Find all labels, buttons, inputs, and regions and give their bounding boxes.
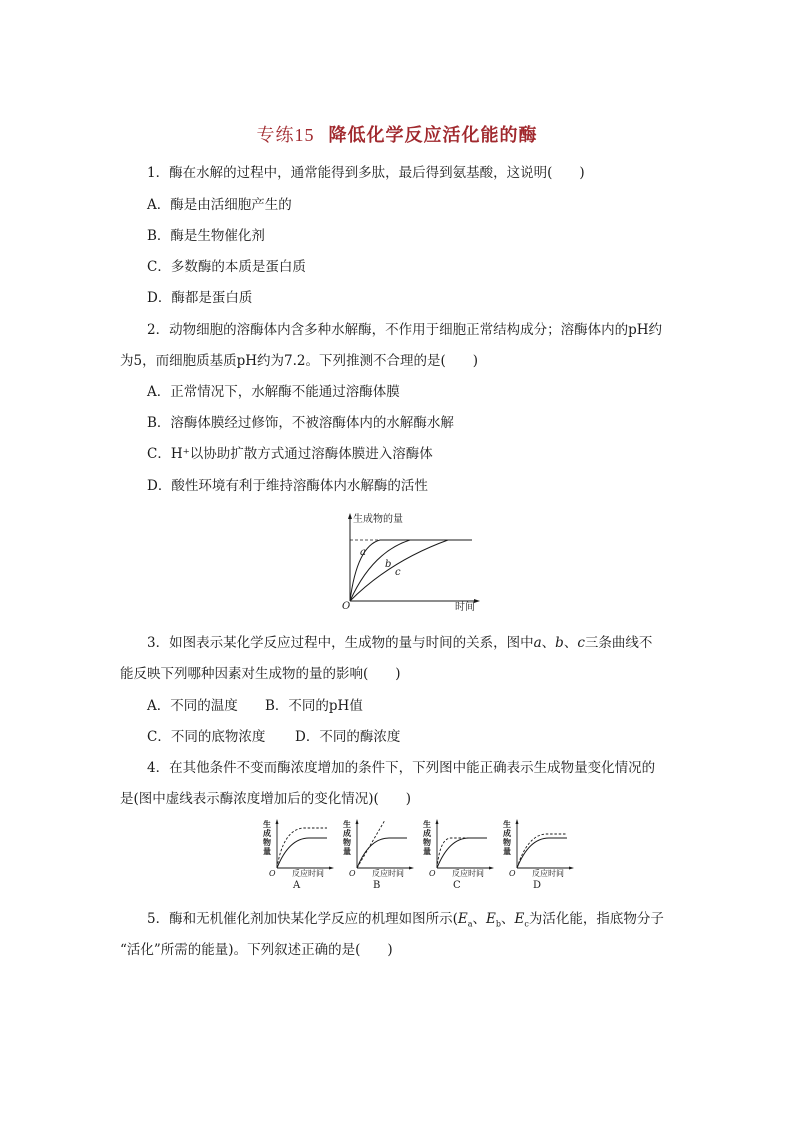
graph-d (503, 819, 574, 891)
graph-x-arrow (409, 867, 414, 870)
graph-origin-label: O (349, 869, 356, 878)
graph-a (263, 819, 334, 891)
graph-solid-curve (357, 838, 407, 868)
graph-y-label-char: 生 (503, 819, 511, 829)
graph-y-arrow (276, 819, 279, 824)
question-3-option-b: B．不同的pH值 (265, 698, 363, 714)
graph-y-arrow (516, 819, 519, 824)
question-2-stem-line-1: 2．动物细胞的溶酶体内含多种水解酶，不作用于细胞正常结构成分；溶酶体内的pH约 (147, 322, 663, 338)
curve-b-label: b (385, 559, 392, 570)
question-1-stem: 1．酶在水解的过程中，通常能得到多肽，最后得到氨基酸，这说明( ) (147, 165, 585, 181)
question-2-option-c: C．H⁺以协助扩散方式通过溶酶体膜进入溶酶体 (147, 446, 433, 462)
question-3-option-a: A．不同的温度 (147, 698, 238, 714)
question-2-option-b: B．溶酶体膜经过修饰，不被溶酶体内的水解酶水解 (147, 415, 454, 431)
graph-letter-label: D (533, 880, 542, 891)
product-time-graph (340, 512, 480, 614)
graph-y-label-char: 量 (503, 846, 511, 856)
graph-y-label-char: 成 (343, 828, 351, 838)
curve-a-label: a (360, 547, 366, 558)
x-axis-label: 时间 (455, 602, 475, 613)
question-1-option-c: C．多数酶的本质是蛋白质 (147, 259, 306, 275)
origin-label: O (342, 601, 351, 612)
graph-x-label: 反应时间 (532, 869, 564, 878)
curve-b (350, 540, 472, 601)
exercise-title: 降低化学反应活化能的酶 (328, 125, 538, 146)
question-2-option-d: D．酸性环境有利于维持溶酶体内水解酶的活性 (147, 478, 428, 494)
question-3-option-c: C．不同的底物浓度 (147, 729, 266, 745)
curve-c-label: c (395, 567, 401, 578)
graph-x-label: 反应时间 (372, 869, 404, 878)
graph-dashed-curve (277, 828, 327, 868)
question-3-stem-line-1: 3．如图表示某化学反应过程中，生成物的量与时间的关系，图中a、b、c三条曲线不 (147, 635, 653, 651)
y-axis-arrow (348, 513, 352, 519)
question-4-stem-line-1: 4．在其他条件不变而酶浓度增加的条件下，下列图中能正确表示生成物量变化情况的 (147, 760, 656, 776)
graph-y-label-char: 生 (263, 819, 271, 829)
question-3-stem-line-2: 能反映下列哪种因素对生成物的量的影响( ) (120, 666, 401, 682)
graph-solid-curve (437, 838, 487, 868)
graph-solid-curve (517, 838, 567, 868)
graph-y-arrow (356, 819, 359, 824)
graph-x-arrow (329, 867, 334, 870)
graph-dashed-curve (357, 820, 385, 868)
graph-x-arrow (569, 867, 574, 870)
graph-y-label-char: 量 (343, 846, 351, 856)
graph-y-label-char: 量 (263, 846, 271, 856)
graph-y-label-char: 成 (263, 828, 271, 838)
question-1-option-d: D．酶都是蛋白质 (147, 290, 253, 306)
graph-letter-label: A (293, 880, 301, 891)
graph-origin-label: O (429, 869, 436, 878)
graph-y-arrow (436, 819, 439, 824)
graph-y-label-char: 生 (343, 819, 351, 829)
question-4-stem-line-2: 是(图中虚线表示酶浓度增加后的变化情况)( ) (120, 791, 412, 807)
graph-y-label-char: 物 (503, 837, 511, 847)
graph-origin-label: O (509, 869, 516, 878)
question-1-option-b: B．酶是生物催化剂 (147, 228, 265, 244)
graph-y-label-char: 成 (423, 828, 431, 838)
graph-y-label-char: 量 (423, 846, 431, 856)
graph-y-label-char: 物 (263, 837, 271, 847)
graph-b (343, 819, 414, 891)
graph-x-label: 反应时间 (292, 869, 324, 878)
question-1-option-a: A．酶是由活细胞产生的 (147, 197, 292, 213)
question-4-graphs (255, 818, 565, 893)
graph-letter-label: C (453, 880, 461, 891)
question-5-stem-line-1: 5．酶和无机催化剂加快某化学反应的机理如图所示($E_a$、$E_b$、$E_c$为活化能，指底物分子 (147, 911, 664, 929)
page-title (0, 121, 794, 147)
question-5-stem-line-2: “活化”所需的能量)。下列叙述正确的是( ) (120, 942, 393, 958)
graph-origin-label: O (269, 869, 276, 878)
question-2-stem-line-2: 为5，而细胞质基质pH约为7.2。下列推测不合理的是( ) (120, 353, 479, 369)
graph-letter-label: B (373, 880, 381, 891)
question-3-option-d: D．不同的酶浓度 (295, 729, 401, 745)
graph-y-label-char: 物 (423, 837, 431, 847)
exercise-code: 专练15 (256, 125, 315, 145)
graph-y-label-char: 生 (423, 819, 431, 829)
graph-c (423, 819, 494, 891)
graph-y-label-char: 成 (503, 828, 511, 838)
graph-x-arrow (489, 867, 494, 870)
question-2-option-a: A．正常情况下，水解酶不能通过溶酶体膜 (147, 384, 400, 400)
graph-y-label-char: 物 (343, 837, 351, 847)
graph-x-label: 反应时间 (452, 869, 484, 878)
y-axis-label: 生成物的量 (353, 514, 403, 525)
